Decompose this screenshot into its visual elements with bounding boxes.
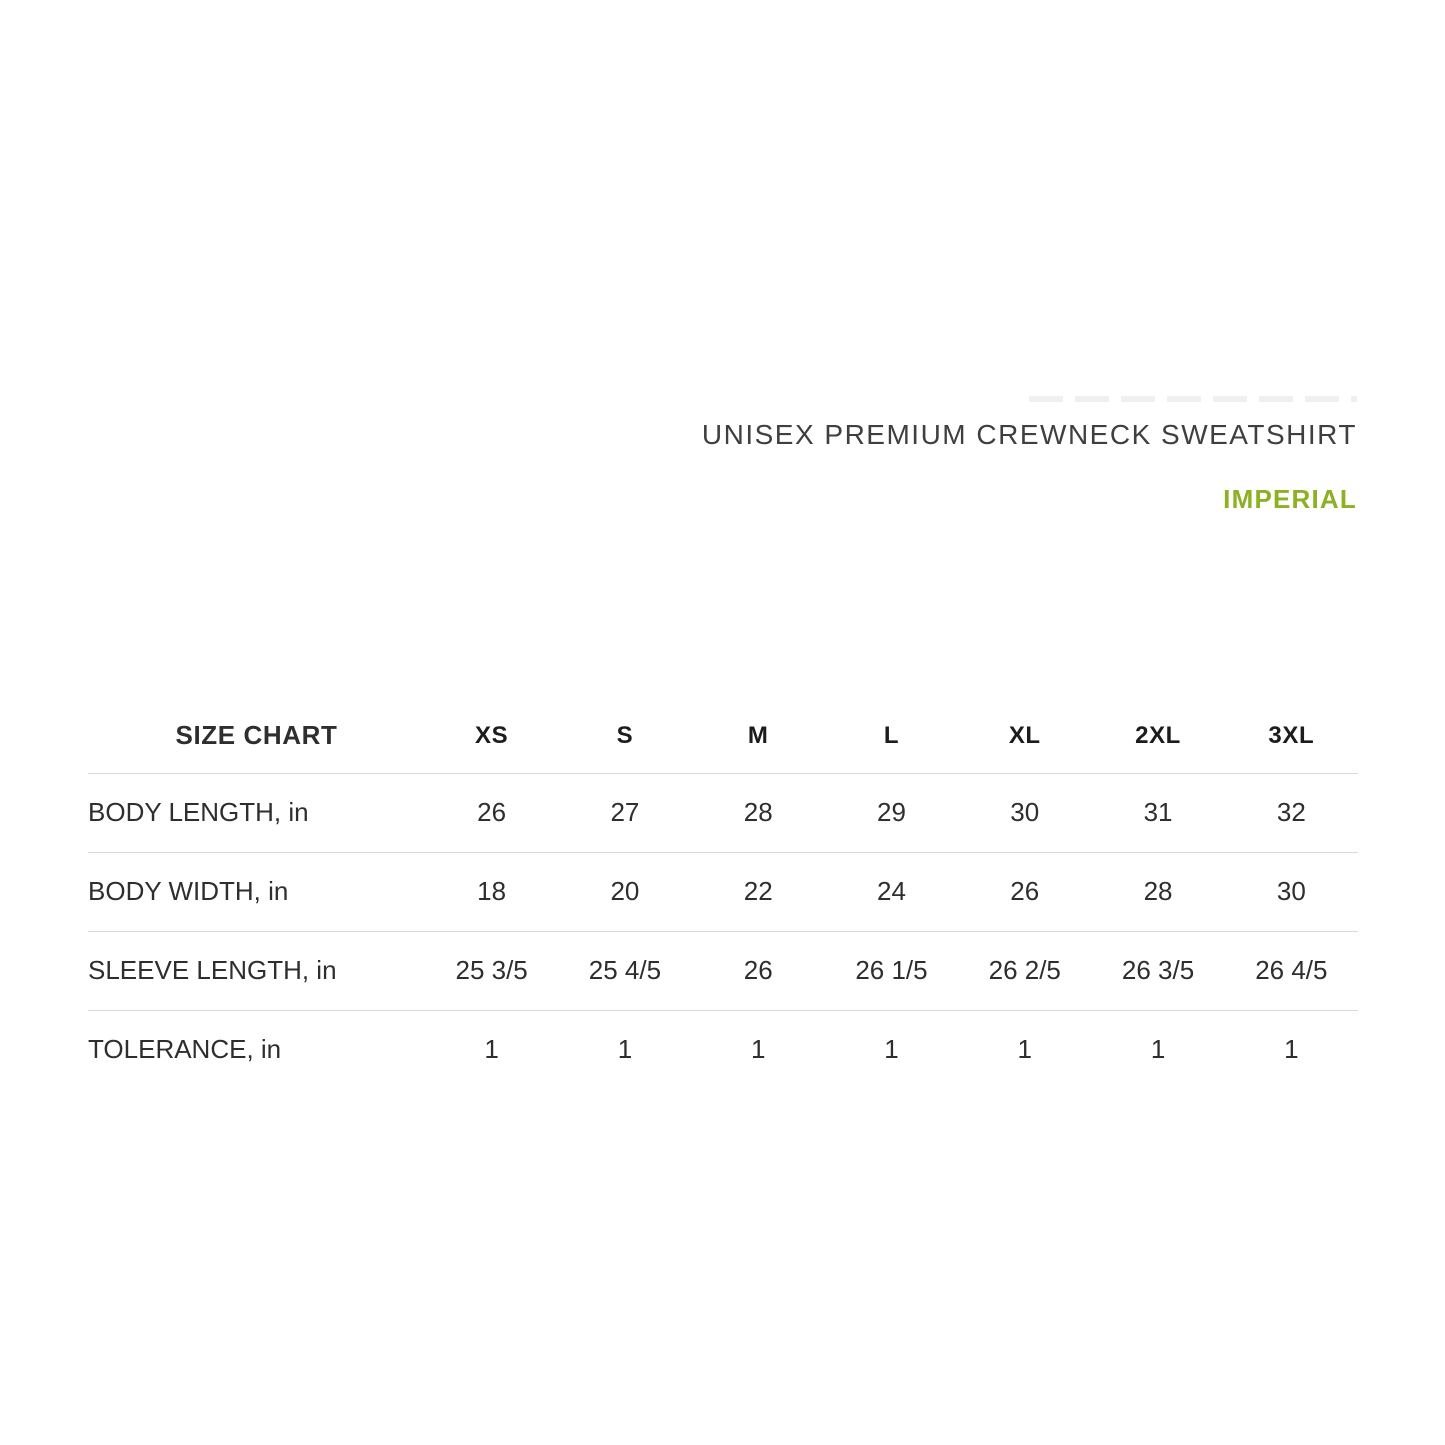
size-value: 25 3/5 <box>455 955 528 985</box>
size-value: 26 <box>1010 876 1040 906</box>
size-chart-corner-header: SIZE CHART <box>175 720 338 751</box>
size-value: 26 <box>477 797 507 827</box>
table-row-body-width-in <box>88 852 1358 931</box>
unit-system-label: IMPERIAL <box>1223 484 1357 514</box>
size-value: 26 1/5 <box>855 955 928 985</box>
size-value: 28 <box>1143 876 1173 906</box>
size-value: 1 <box>484 1034 499 1065</box>
size-value: 30 <box>1010 797 1040 827</box>
header-block <box>702 419 1357 515</box>
row-label: BODY LENGTH, in <box>88 797 309 827</box>
column-header-xl: XL <box>1008 721 1041 749</box>
column-header-3xl: 3XL <box>1268 721 1315 749</box>
size-value: 18 <box>477 876 507 906</box>
cropped-text-artifact <box>1029 396 1357 402</box>
size-value: 26 4/5 <box>1255 955 1328 985</box>
table-row-body-length-in <box>88 773 1358 852</box>
size-value: 32 <box>1276 797 1306 827</box>
column-header-m: M <box>747 721 769 749</box>
size-value: 30 <box>1276 876 1306 906</box>
size-value: 29 <box>877 797 906 827</box>
size-chart-table <box>88 699 1358 1089</box>
product-title: UNISEX PREMIUM CREWNECK SWEATSHIRT <box>701 419 1357 450</box>
size-value: 20 <box>610 876 640 906</box>
row-label: TOLERANCE, in <box>88 1034 282 1065</box>
size-value: 22 <box>743 876 773 906</box>
size-value: 1 <box>617 1034 633 1065</box>
size-value: 1 <box>1150 1034 1166 1065</box>
column-header-2xl: 2XL <box>1135 721 1181 749</box>
size-value: 25 4/5 <box>588 955 662 985</box>
column-header-l: L <box>883 721 900 749</box>
size-value: 1 <box>1017 1034 1032 1065</box>
size-value: 1 <box>884 1034 899 1065</box>
size-value: 26 2/5 <box>988 955 1061 985</box>
row-label: BODY WIDTH, in <box>88 876 289 906</box>
size-table-body <box>88 773 1358 1089</box>
size-value: 31 <box>1143 797 1173 827</box>
size-value: 26 <box>743 955 773 985</box>
size-value: 1 <box>1284 1034 1299 1065</box>
table-row-sleeve-length-in <box>88 931 1358 1010</box>
size-value: 1 <box>750 1034 766 1065</box>
column-header-xs: XS <box>475 721 509 749</box>
size-value: 27 <box>610 797 640 827</box>
table-row-tolerance-in <box>88 1010 1358 1089</box>
size-value: 26 3/5 <box>1121 955 1195 985</box>
size-table-header-row <box>88 699 1358 773</box>
size-value: 28 <box>743 797 773 827</box>
row-label: SLEEVE LENGTH, in <box>88 955 337 985</box>
size-value: 24 <box>877 876 906 906</box>
column-header-s: S <box>616 721 634 749</box>
